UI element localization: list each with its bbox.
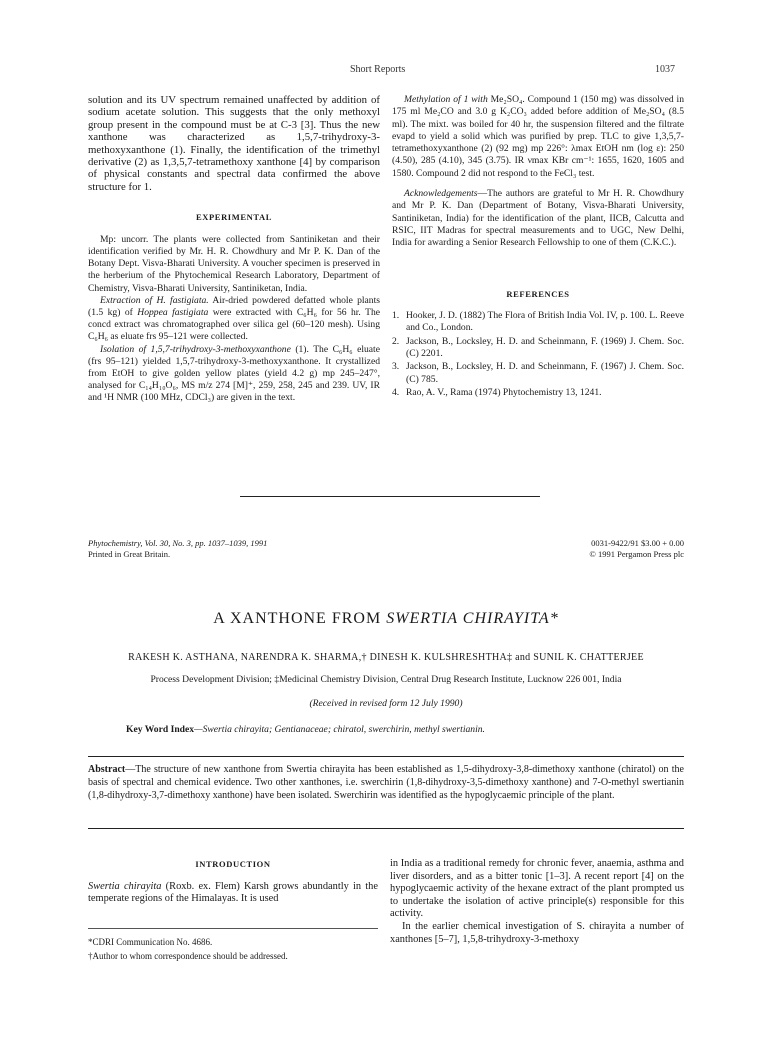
footnote-correspondence: †Author to whom correspondence should be addressed. <box>88 951 288 961</box>
copyright: © 1991 Pergamon Press plc <box>589 549 684 559</box>
footnote-communication: *CDRI Communication No. 4686. <box>88 937 213 947</box>
keywords: Key Word Index—Swertia chirayita; Gentianaceae; chiratol, swerchirin, methyl swertianin. <box>126 724 485 735</box>
abstract-bottom-rule <box>88 828 684 829</box>
reference-item: 3. Jackson, B., Locksley, H. D. and Scheinmann, F. (1967) J. Chem. Soc. (C) 785. <box>392 361 684 385</box>
reference-item: 2. Jackson, B., Locksley, H. D. and Scheinmann, F. (1969) J. Chem. Soc. (C) 2201. <box>392 335 684 360</box>
printed-in: Printed in Great Britain. <box>88 549 171 559</box>
abstract-top-rule <box>88 756 684 757</box>
bottom-left-column <box>88 858 378 906</box>
isolation-paragraph: Isolation of 1,5,7-trihydroxy-3-methoxyxanthone (1). The C₆H₆ eluate (frs 95–121) yielded 1,5,7-trihydroxy-3-methoxyxanthone. It crystallized from EtOH to give golden yellow plates (yield 4.2 g) mp 245–247°, analysed for C₁₄H₁₀O₆, MS m/z 274 [M]⁺, 259, 258, 245 and 239. UV, IR and ¹H NMR (100 MHz, CDCl₃) are given in the text. <box>88 343 380 404</box>
reference-list <box>392 310 684 399</box>
introduction-heading: INTRODUCTION <box>195 859 271 869</box>
journal-citation: Phytochemistry, Vol. 30, No. 3, pp. 1037–1039, 1991 <box>88 538 268 548</box>
introduction-paragraph: Swertia chirayita (Roxb. ex. Flem) Karsh grows abundantly in the temperate regions of the Himalayas. It is used <box>88 880 378 905</box>
reference-item: 1. Hooker, J. D. (1882) The Flora of British India Vol. IV, p. 100. L. Reeve and Co., London. <box>392 310 684 334</box>
references-heading: REFERENCES <box>506 288 570 299</box>
price-code: 0031-9422/91 $3.00 + 0.00 <box>591 538 684 548</box>
authors: RAKESH K. ASTHANA, NARENDRA K. SHARMA,† DINESH K. KULSHRESHTHA‡ and SUNIL K. CHATTERJEE <box>128 652 644 663</box>
experimental-heading: EXPERIMENTAL <box>196 212 272 223</box>
abstract: Abstract—The structure of new xanthone from Swertia chirayita has been established as 1,5-dihydroxy-3,8-dimethoxy xanthone (chiratol) on the basis of spectral and chemical evidence. Two other xanthones, i.e. swerchirin (1,8-dihydroxy-3,5-dimethoxy xanthone) and 7-O-methyl swertianin (1,8-dihydroxy-3,7-dimethoxy xanthone) have been isolated. Swerchirin was identified as the hypoglycaemic principle of the plant. <box>88 764 684 801</box>
running-title: Short Reports <box>350 64 406 75</box>
reference-item: 4. Rao, A. V., Rama (1974) Phytochemistry 13, 1241. <box>392 386 602 398</box>
received-date: (Received in revised form 12 July 1990) <box>309 698 463 709</box>
introduction-paragraph-2: In the earlier chemical investigation of S. chirayita a number of xanthones [5–7], 1,5,8-trihydroxy-3-methoxy <box>390 920 684 945</box>
extraction-paragraph: Extraction of H. fastigiata. Air-dried powdered defatted whole plants (1.5 kg) of Hoppea fastigiata were extracted with C₆H₆ for 56 hr. The concd extract was chromatographed over silica gel (60–120 mesh). Using C₆H₆ as eluate frs 95–121 were collected. <box>88 294 381 343</box>
affiliation: Process Development Division; ‡Medicinal Chemistry Division, Central Drug Research Institute, Lucknow 226 001, India <box>150 674 622 685</box>
page-number: 1037 <box>655 64 675 75</box>
acknowledgements-paragraph: Acknowledgements—The authors are grateful to Mr H. R. Chowdhury and Mr P. K. Dan (Department of Botany, Visva-Bharati University, Santiniketan, India) for the identification of the plant, IICB, Calcutta and RSIC, IIT Madras for spectral measurements and to UGC, New Delhi, India for awarding a Senior Research Fellowship to one of them (C.K.C.). <box>392 188 684 249</box>
body-paragraph: solution and its UV spectrum remained unaffected by addition of sodium acetate solution. This suggests that the only methoxyl group present in the compound must be at C-3 [3]. Thus the new xanthone was characterized as 1,5,7-trihydroxy-3-methoxyxanthone (1). Finally, the identification of the trimethyl derivative (2) as 1,3,5,7-tetramethoxy xanthone [4] by comparison of physical constants and spectral data confirmed the above structure for 1. <box>88 94 380 193</box>
methylation-paragraph: Methylation of 1 with Me₂SO₄. Compound 1 (150 mg) was dissolved in 175 ml Me₂CO and 3.0 g K₂CO₃ added before addition of Me₂SO₄ (8.5 ml). The mixt. was boiled for 40 hr, the suspension filtered and the filtrate evapd to yield a solid which was purified by prep. TLC to give 1,3,5,7-tetramethoxyxanthone (2) (92 mg) mp 226°: λmax EtOH nm (log ε): 250 (4.50), 285 (4.10), 345 (3.75). IR νmax KBr cm⁻¹: 1655, 1620, 1605 and 1580. Compound 2 did not respond to the FeCl₃ test. <box>392 94 684 179</box>
top-left-column <box>88 94 380 405</box>
bottom-right-column <box>390 858 684 946</box>
top-right-column <box>392 94 684 400</box>
footnote-rule <box>88 928 378 929</box>
article-separator <box>240 496 540 497</box>
introduction-continued: in India as a traditional remedy for chronic fever, anaemia, asthma and liver disorders, and as a bitter tonic [1–3]. A recent report [4] on the hypoglycaemic activity of the hexane extract of the plant prompted us to undertake the isolation of active principle(s) responsible for this activity. <box>390 858 684 920</box>
article-title: A XANTHONE FROM SWERTIA CHIRAYITA* <box>213 610 559 627</box>
experimental-paragraph: Mp: uncorr. The plants were collected from Santiniketan and their identification verified by Mr. H. R. Chowdhury and Mr P. K. Dan of the Botany Dept. Visva-Bharati University. A voucher specimen is preserved in the herberium of the Phytochemical Research Laboratory, Department of Chemistry, Visva-Bharati University, Santiniketan, India. <box>88 233 380 294</box>
